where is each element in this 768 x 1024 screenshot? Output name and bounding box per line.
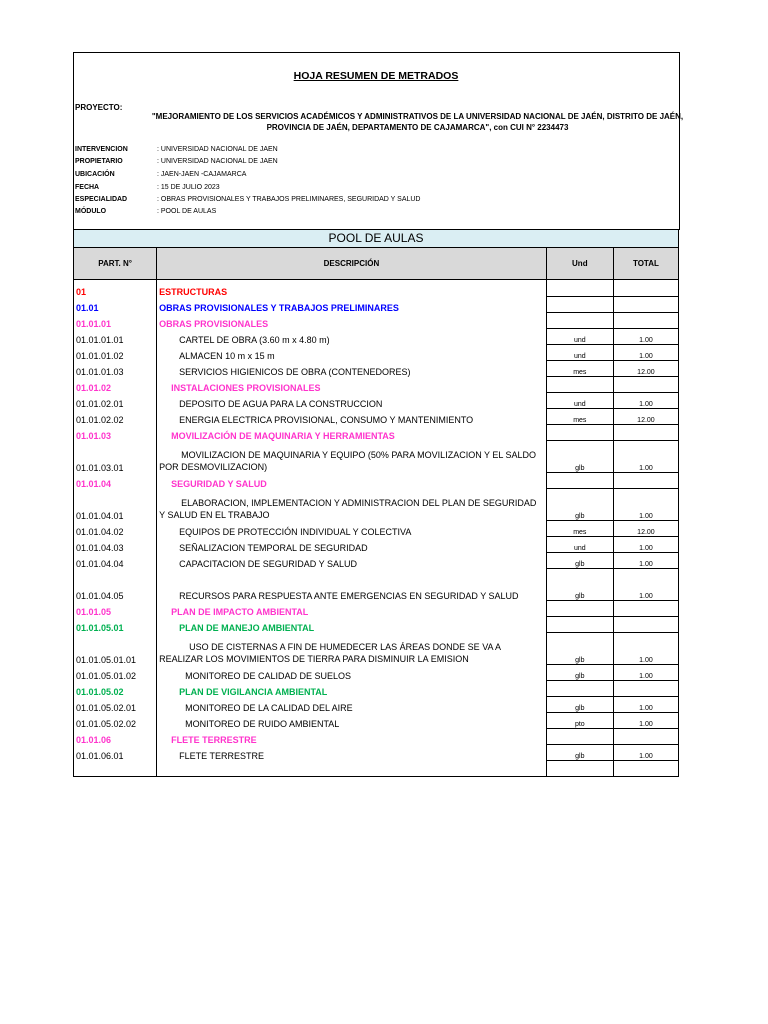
table-row — [74, 425, 679, 441]
cell-unit — [546, 280, 613, 297]
table-row — [74, 489, 679, 521]
cell-total: 12.00 — [613, 521, 678, 537]
table-row — [74, 633, 679, 665]
cell-total — [613, 280, 678, 297]
table-row — [74, 553, 679, 569]
cell-description: RECURSOS PARA RESPUESTA ANTE EMERGENCIAS EN SEGURIDAD Y SALUD — [157, 569, 547, 601]
table-row — [74, 761, 679, 777]
cell-total: 1.00 — [613, 633, 678, 665]
cell-unit — [546, 425, 613, 441]
cell-unit: und — [546, 329, 613, 345]
cell-total: 12.00 — [613, 361, 678, 377]
cell-part: 01.01.01.02 — [74, 345, 157, 361]
cell-part: 01.01.02.01 — [74, 393, 157, 409]
cell-part: 01.01.04.03 — [74, 537, 157, 553]
table-row — [74, 681, 679, 697]
cell-unit: und — [546, 537, 613, 553]
cell-part: 01.01.04.02 — [74, 521, 157, 537]
cell-description: PLAN DE IMPACTO AMBIENTAL — [157, 601, 547, 617]
cell-description: FLETE TERRESTRE — [157, 745, 547, 761]
cell-part: 01.01.03.01 — [74, 441, 157, 473]
table-row — [74, 280, 679, 297]
cell-total — [613, 681, 678, 697]
cell-part: 01.01.04 — [74, 473, 157, 489]
cell-total: 1.00 — [613, 713, 678, 729]
cell-description: ELABORACION, IMPLEMENTACION Y ADMINISTRACION DEL PLAN DE SEGURIDAD Y SALUD EN EL TRABAJO — [157, 489, 547, 521]
table-row — [74, 313, 679, 329]
cell-description: FLETE TERRESTRE — [157, 729, 547, 745]
cell-description: OBRAS PROVISIONALES Y TRABAJOS PRELIMINARES — [157, 297, 547, 313]
cell-unit — [546, 473, 613, 489]
cell-total — [613, 473, 678, 489]
table-row — [74, 377, 679, 393]
cell-description: CAPACITACION DE SEGURIDAD Y SALUD — [157, 553, 547, 569]
cell-description — [157, 761, 547, 777]
cell-unit: mes — [546, 521, 613, 537]
table-row — [74, 393, 679, 409]
cell-total: 12.00 — [613, 409, 678, 425]
table-row — [74, 745, 679, 761]
table-row — [74, 521, 679, 537]
cell-description: ALMACEN 10 m x 15 m — [157, 345, 547, 361]
cell-part: 01.01.05.02.02 — [74, 713, 157, 729]
cell-unit: und — [546, 345, 613, 361]
cell-part: 01.01.05.01.01 — [74, 633, 157, 665]
table-row — [74, 329, 679, 345]
cell-part: 01.01.01.01 — [74, 329, 157, 345]
table-row — [74, 361, 679, 377]
info-key: FECHA — [75, 184, 100, 191]
page-title: HOJA RESUMEN DE METRADOS — [293, 70, 459, 82]
cell-description: SEÑALIZACION TEMPORAL DE SEGURIDAD — [157, 537, 547, 553]
info-value: : 15 DE JULIO 2023 — [157, 184, 220, 191]
cell-unit: glb — [546, 489, 613, 521]
cell-description: PLAN DE VIGILANCIA AMBIENTAL — [157, 681, 547, 697]
cell-description: SERVICIOS HIGIENICOS DE OBRA (CONTENEDORES) — [157, 361, 547, 377]
info-key: ESPECIALIDAD — [75, 196, 128, 203]
table-row — [74, 409, 679, 425]
cell-description: ENERGIA ELECTRICA PROVISIONAL, CONSUMO Y MANTENIMIENTO — [157, 409, 547, 425]
cell-description: INSTALACIONES PROVISIONALES — [157, 377, 547, 393]
cell-part: 01.01 — [74, 297, 157, 313]
info-value: : UNIVERSIDAD NACIONAL DE JAEN — [157, 146, 278, 153]
cell-part: 01.01.05.01 — [74, 617, 157, 633]
cell-part: 01.01.01 — [74, 313, 157, 329]
cell-unit — [546, 601, 613, 617]
info-value: : JAEN-JAEN -CAJAMARCA — [157, 171, 247, 178]
cell-part: 01.01.04.04 — [74, 553, 157, 569]
cell-total: 1.00 — [613, 553, 678, 569]
cell-unit — [546, 617, 613, 633]
info-key: INTERVENCION — [75, 146, 128, 153]
cell-part: 01.01.04.01 — [74, 489, 157, 521]
cell-total: 1.00 — [613, 345, 678, 361]
table-row — [74, 569, 679, 601]
cell-description: MONITOREO DE CALIDAD DE SUELOS — [157, 665, 547, 681]
cell-unit — [546, 729, 613, 745]
project-text: "MEJORAMIENTO DE LOS SERVICIOS ACADÉMICOS Y ADMINISTRATIVOS DE LA UNIVERSIDAD NACIONAL DE JAÉN, DISTRITO DE JAÉN, PROVINCIA DE JAÉN, DEPARTAMENTO DE CAJAMARCA", con CUI N° 2234473 — [151, 112, 684, 132]
cell-part: 01.01.03 — [74, 425, 157, 441]
cell-description: SEGURIDAD Y SALUD — [157, 473, 547, 489]
cell-part: 01.01.05.02.01 — [74, 697, 157, 713]
cell-unit: glb — [546, 665, 613, 681]
table-row — [74, 601, 679, 617]
cell-total — [613, 601, 678, 617]
cell-unit: glb — [546, 569, 613, 601]
info-value: : UNIVERSIDAD NACIONAL DE JAEN — [157, 158, 278, 165]
col-und-header: Und — [546, 248, 613, 280]
cell-unit: pto — [546, 713, 613, 729]
cell-part: 01.01.02.02 — [74, 409, 157, 425]
table-row — [74, 537, 679, 553]
cell-total: 1.00 — [613, 329, 678, 345]
table-row — [74, 473, 679, 489]
table-row — [74, 297, 679, 313]
cell-part: 01.01.06.01 — [74, 745, 157, 761]
module-banner: POOL DE AULAS — [73, 229, 679, 248]
col-part-header: PART. N° — [74, 248, 157, 280]
cell-unit: und — [546, 393, 613, 409]
cell-unit — [546, 297, 613, 313]
cell-description: MONITOREO DE RUIDO AMBIENTAL — [157, 713, 547, 729]
project-label: PROYECTO: — [75, 103, 123, 112]
cell-unit: glb — [546, 697, 613, 713]
cell-description: DEPOSITO DE AGUA PARA LA CONSTRUCCION — [157, 393, 547, 409]
cell-description: MONITOREO DE LA CALIDAD DEL AIRE — [157, 697, 547, 713]
cell-total: 1.00 — [613, 489, 678, 521]
cell-total — [613, 425, 678, 441]
cell-unit: glb — [546, 633, 613, 665]
cell-total — [613, 297, 678, 313]
cell-total: 1.00 — [613, 697, 678, 713]
cell-part: 01.01.05.02 — [74, 681, 157, 697]
cell-description: EQUIPOS DE PROTECCIÓN INDIVIDUAL Y COLECTIVA — [157, 521, 547, 537]
table-row — [74, 713, 679, 729]
cell-part — [74, 761, 157, 777]
table-row — [74, 345, 679, 361]
info-key: MÓDULO — [75, 208, 107, 215]
table-header-row — [74, 248, 679, 280]
col-desc-header: DESCRIPCIÓN — [157, 248, 547, 280]
cell-description: CARTEL DE OBRA (3.60 m x 4.80 m) — [157, 329, 547, 345]
cell-unit — [546, 681, 613, 697]
info-value: : POOL DE AULAS — [157, 208, 217, 215]
cell-unit — [546, 377, 613, 393]
metrados-table — [73, 247, 679, 777]
cell-unit: glb — [546, 745, 613, 761]
table-row — [74, 665, 679, 681]
cell-total: 1.00 — [613, 441, 678, 473]
cell-description: MOVILIZACION DE MAQUINARIA Y EQUIPO (50% PARA MOVILIZACION Y EL SALDO POR DESMOVILIZACION) — [157, 441, 547, 473]
cell-unit — [546, 313, 613, 329]
cell-part: 01.01.01.03 — [74, 361, 157, 377]
cell-description: PLAN DE MANEJO AMBIENTAL — [157, 617, 547, 633]
cell-total — [613, 313, 678, 329]
table-row — [74, 617, 679, 633]
cell-part: 01.01.02 — [74, 377, 157, 393]
cell-description: MOVILIZACIÓN DE MAQUINARIA Y HERRAMIENTAS — [157, 425, 547, 441]
cell-total — [613, 729, 678, 745]
cell-part: 01.01.05.01.02 — [74, 665, 157, 681]
cell-part: 01 — [74, 280, 157, 297]
cell-unit: glb — [546, 441, 613, 473]
cell-description: USO DE CISTERNAS A FIN DE HUMEDECER LAS ÁREAS DONDE SE VA A REALIZAR LOS MOVIMIENTOS DE TIERRA PARA DISMINUIR LA EMISION — [157, 633, 547, 665]
cell-part: 01.01.06 — [74, 729, 157, 745]
col-total-header: TOTAL — [613, 248, 678, 280]
info-key: UBICACIÓN — [75, 171, 115, 178]
cell-description: ESTRUCTURAS — [157, 280, 547, 297]
cell-part: 01.01.04.05 — [74, 569, 157, 601]
table-row — [74, 729, 679, 745]
cell-unit: mes — [546, 409, 613, 425]
cell-description: OBRAS PROVISIONALES — [157, 313, 547, 329]
cell-total: 1.00 — [613, 569, 678, 601]
cell-unit — [546, 761, 613, 777]
cell-total — [613, 617, 678, 633]
cell-total — [613, 377, 678, 393]
cell-unit: glb — [546, 553, 613, 569]
info-value: : OBRAS PROVISIONALES Y TRABAJOS PRELIMINARES, SEGURIDAD Y SALUD — [157, 196, 421, 203]
cell-total: 1.00 — [613, 393, 678, 409]
cell-total: 1.00 — [613, 665, 678, 681]
cell-total: 1.00 — [613, 745, 678, 761]
table-row — [74, 441, 679, 473]
cell-part: 01.01.05 — [74, 601, 157, 617]
cell-total — [613, 761, 678, 777]
info-key: PROPIETARIO — [75, 158, 123, 165]
table-row — [74, 697, 679, 713]
cell-total: 1.00 — [613, 537, 678, 553]
cell-unit: mes — [546, 361, 613, 377]
